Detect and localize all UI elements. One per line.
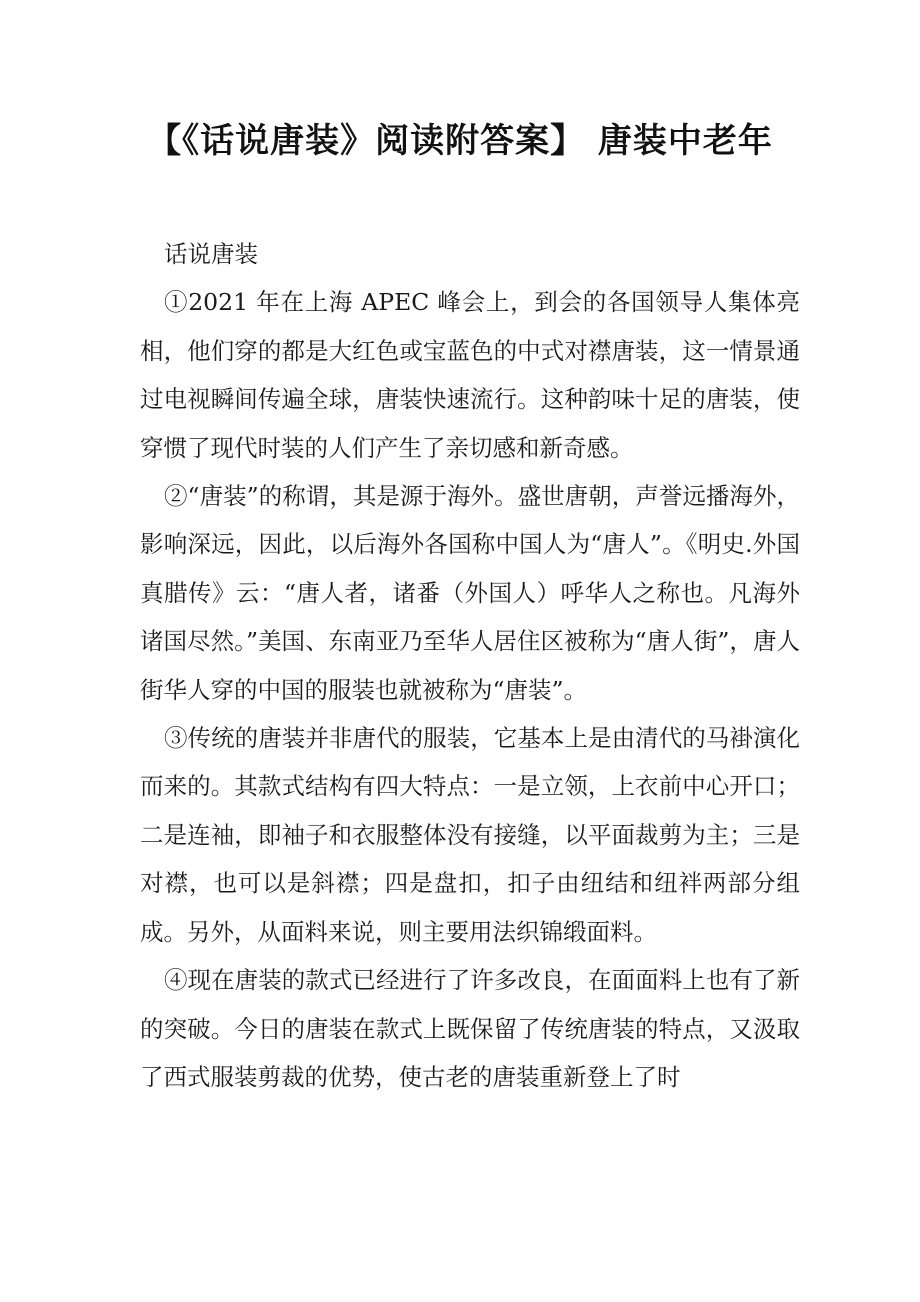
article-subtitle: 话说唐装: [164, 240, 258, 268]
document-title: 【《话说唐装》阅读附答案】 唐装中老年: [147, 121, 773, 161]
paragraph-2: ②“唐装”的称谓，其是源于海外。盛世唐朝，声誉远播海外，影响深远，因此，以后海外各国称中国人为“唐人”。《明史.外国真腊传》云：“唐人者，诸番（外国人）呼华人之称也。凡海外诸国尽然。”美国、东南亚乃至华人居住区被称为“唐人街”，唐人街华人穿的中国的服装也就被称为“唐装”。: [140, 482, 800, 704]
paragraph-4: ④现在唐装的款式已经进行了许多改良，在面面料上也有了新的突破。今日的唐装在款式上既保留了传统唐装的特点，又汲取了西式服装剪裁的优势，使古老的唐装重新登上了时: [140, 966, 800, 1091]
paragraph-3: ③传统的唐装并非唐代的服装，它基本上是由清代的马褂演化而来的。其款式结构有四大特点：一是立领，上衣前中心开口；二是连袖，即袖子和衣服整体没有接缝，以平面裁剪为主；三是对襟，也可以是斜襟；四是盘扣，扣子由纽结和纽袢两部分组成。另外，从面料来说，则主要用法织锦缎面料。: [140, 724, 800, 946]
article-body: [140, 230, 800, 1101]
paragraph-1: ①2021 年在上海 APEC 峰会上，到会的各国领导人集体亮相，他们穿的都是大红色或宝蓝色的中式对襟唐装，这一情景通过电视瞬间传遍全球，唐装快速流行。这种韵味十足的唐装，使穿惯了现代时装的人们产生了亲切感和新奇感。: [140, 288, 800, 462]
